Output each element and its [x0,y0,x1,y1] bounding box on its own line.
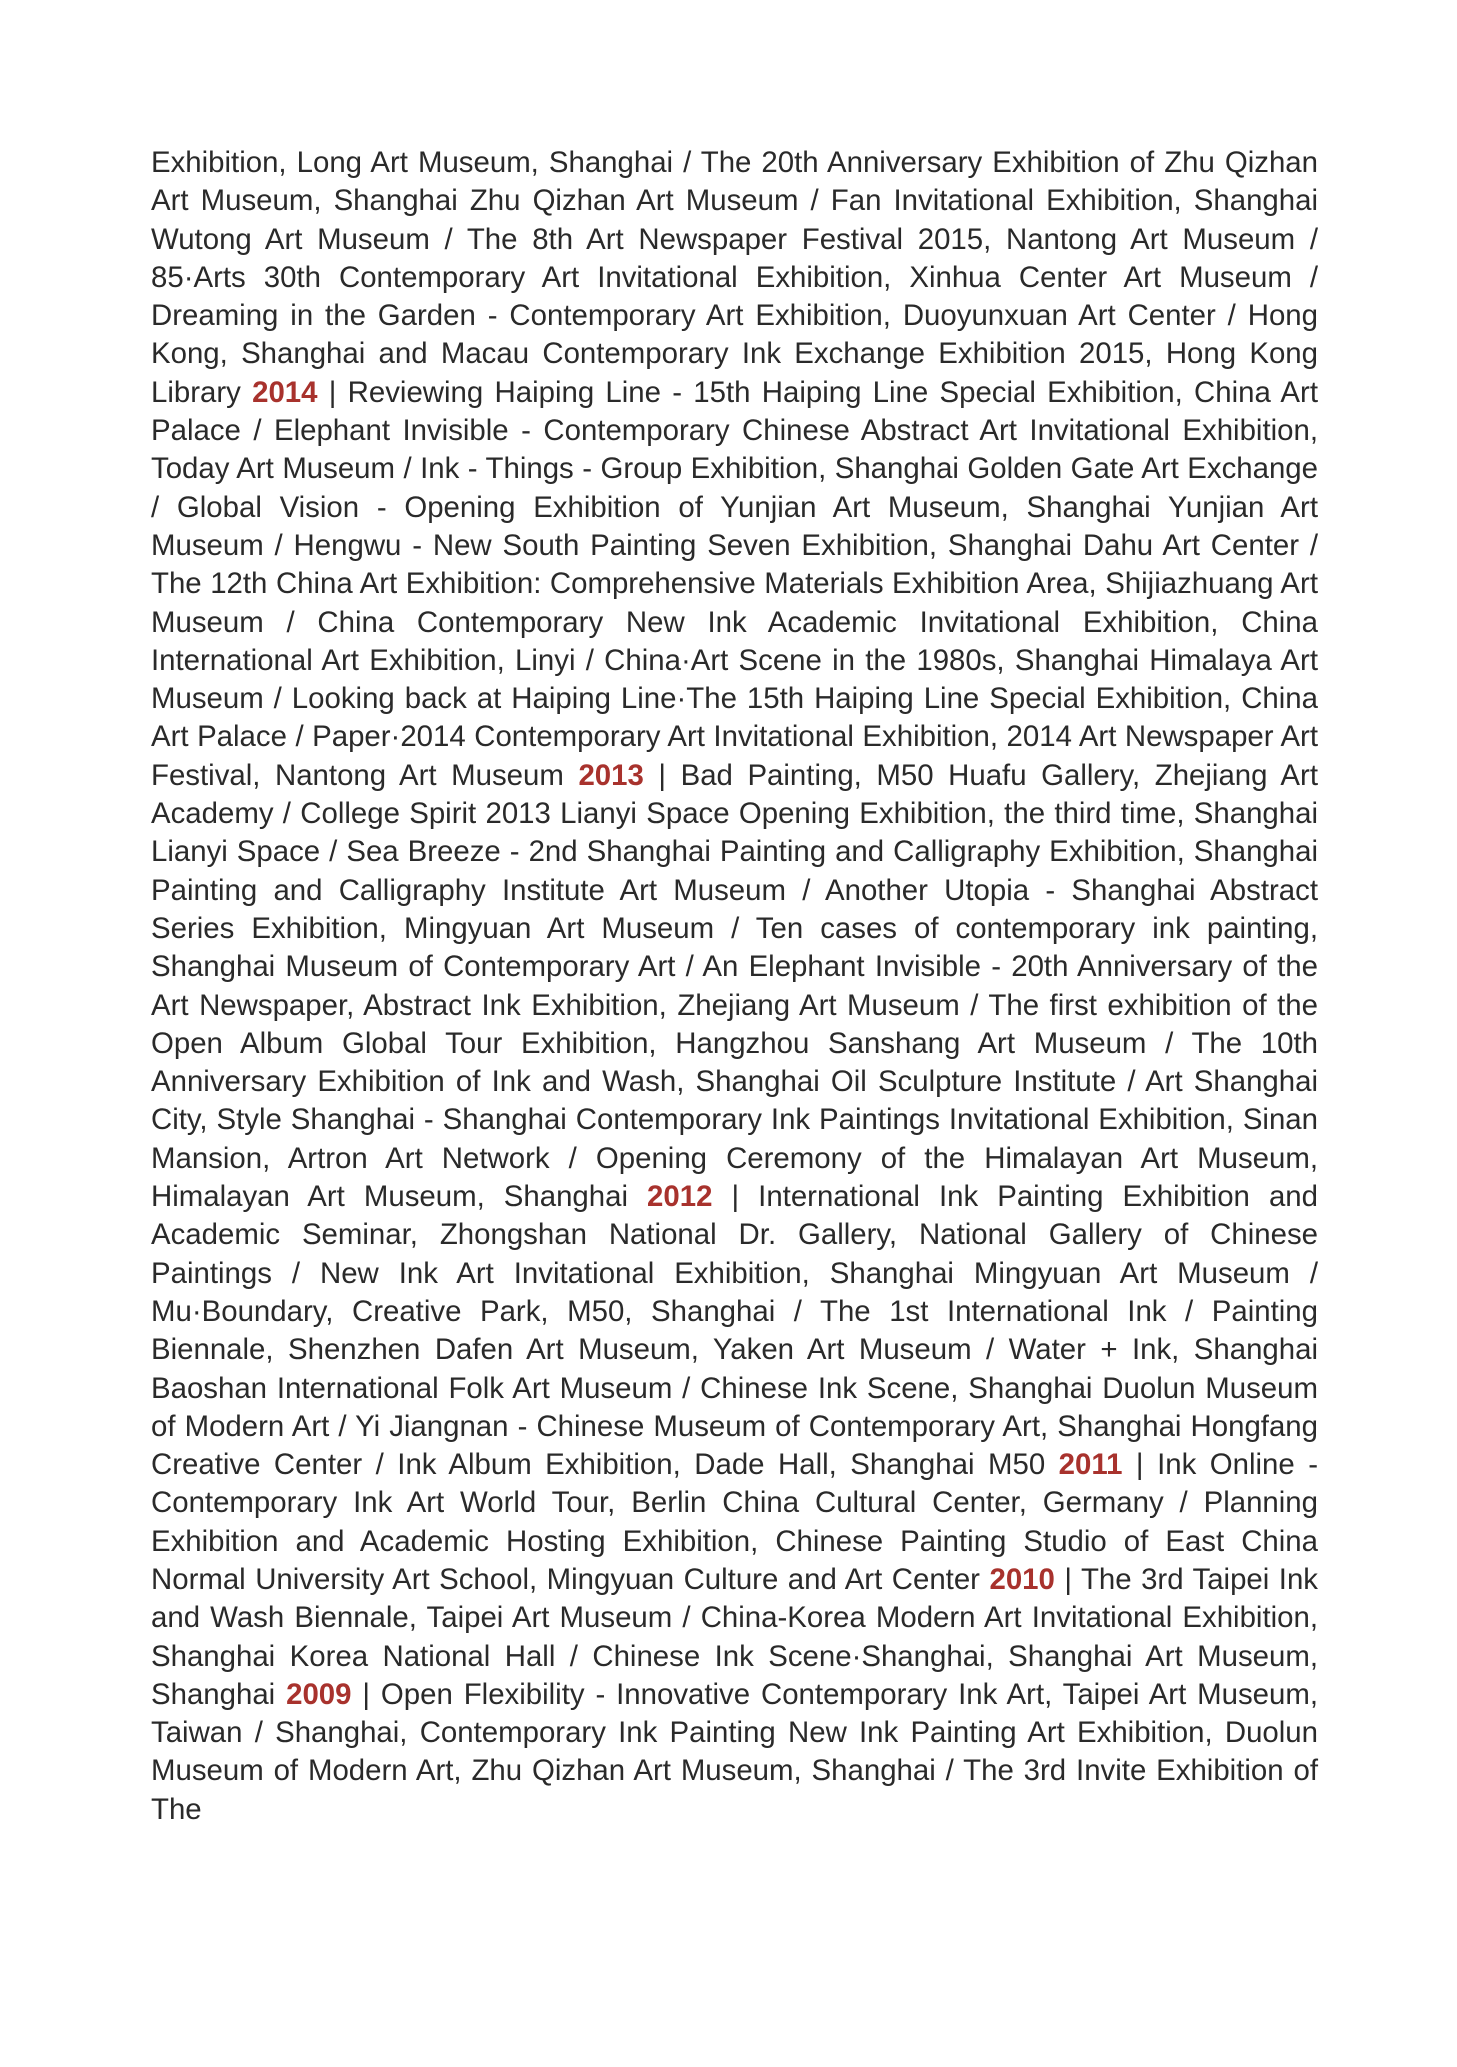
year-2013-label: 2013 [578,758,644,792]
entry-text-2010: The 3rd Taipei Ink and Wash Biennale, Taipei Art Museum / China-Korea Modern Art Invitational Exhibition, Shanghai Korea National Hall / Chinese Ink Scene·Shanghai, Shanghai Art Museum, Shanghai [151,1562,1319,1711]
entry-text-2011: Ink Online - Contemporary Ink Art World Tour, Berlin China Cultural Center, Germany / Planning Exhibition and Academic Hosting Exhibition, Chinese Painting Studio of East China Normal University Art School, Mingyuan Culture and Art Center [151,1448,1318,1596]
entry-text-2012: International Ink Painting Exhibition and Academic Seminar, Zhongshan National Dr. Gallery, National Gallery of Chinese Paintings / New Ink Art Invitational Exhibition, Shanghai Mingyuan Art Museum / Mu·Boundary, Creative Park, M50, Shanghai / The 1st International Ink / Painting Biennale, Shenzhen Dafen Art Museum, Yaken Art Museum / Water + Ink, Shanghai Baoshan International Folk Art Museum / Chinese Ink Scene, Shanghai Duolun Museum of Modern Art / Yi Jiangnan - Chinese Museum of Contemporary Art, Shanghai Hongfang Creative Center / Ink Album Exhibition, Dade Hall, Shanghai M50 [151,1180,1318,1482]
year-2009-label: 2009 [286,1677,352,1711]
separator: | [643,758,681,792]
document-page [151,144,1318,1829]
separator: | [1122,1448,1158,1482]
year-2014-label: 2014 [252,375,318,409]
year-2011-label: 2011 [1058,1448,1123,1482]
entry-text-2014: Reviewing Haiping Line - 15th Haiping Line Special Exhibition, China Art Palace / Elephant Invisible - Contemporary Chinese Abstract Art Invitational Exhibition, Today Art Museum / Ink - Things - Group Exhibition, Shanghai Golden Gate Art Exchange / Global Vision - Opening Exhibition of Yunjian Art Museum, Shanghai Yunjian Art Museum / Hengwu - New South Painting Seven Exhibition, Shanghai Dahu Art Center / The 12th China Art Exhibition: Comprehensive Materials Exhibition Area, Shijiazhuang Art Museum / China Contemporary New Ink Academic Invitational Exhibition, China International Art Exhibition, Linyi / China·Art Scene in the 1980s, Shanghai Himalaya Art Museum / Looking back at Haiping Line·The 15th Haiping Line Special Exhibition, China Art Palace / Paper·2014 Contemporary Art Invitational Exhibition, 2014 Art Newspaper Art Festival, Nantong Art Museum [151,375,1318,792]
year-2012-label: 2012 [647,1180,713,1214]
separator: | [712,1180,759,1214]
separator: | [351,1677,381,1711]
exhibition-history-text [151,144,1318,1829]
entry-text-intro: Exhibition, Long Art Museum, Shanghai / The 20th Anniversary Exhibition of Zhu Qizhan Art Museum, Shanghai Zhu Qizhan Art Museum / Fan Invitational Exhibition, Shanghai Wutong Art Museum / The 8th Art Newspaper Festival 2015, Nantong Art Museum / 85·Arts 30th Contemporary Art Invitational Exhibition, Xinhua Center Art Museum / Dreaming in the Garden - Contemporary Art Exhibition, Duoyunxuan Art Center / Hong Kong, Shanghai and Macau Contemporary Ink Exchange Exhibition 2015, Hong Kong Library [151,146,1318,409]
year-2010-label: 2010 [989,1562,1055,1596]
entry-text-2009: Open Flexibility - Innovative Contemporary Ink Art, Taipei Art Museum, Taiwan / Shanghai, Contemporary Ink Painting New Ink Painting Art Exhibition, Duolun Museum of Modern Art, Zhu Qizhan Art Museum, Shanghai / The 3rd Invite Exhibition of The [151,1677,1318,1826]
separator: | [1054,1562,1081,1596]
separator: | [317,375,348,409]
entry-text-2013: Bad Painting, M50 Huafu Gallery, Zhejiang Art Academy / College Spirit 2013 Lianyi Space Opening Exhibition, the third time, Shanghai Lianyi Space / Sea Breeze - 2nd Shanghai Painting and Calligraphy Exhibition, Shanghai Painting and Calligraphy Institute Art Museum / Another Utopia - Shanghai Abstract Series Exhibition, Mingyuan Art Museum / Ten cases of contemporary ink painting, Shanghai Museum of Contemporary Art / An Elephant Invisible - 20th Anniversary of the Art Newspaper, Abstract Ink Exhibition, Zhejiang Art Museum / The first exhibition of the Open Album Global Tour Exhibition, Hangzhou Sanshang Art Museum / The 10th Anniversary Exhibition of Ink and Wash, Shanghai Oil Sculpture Institute / Art Shanghai City, Style Shanghai - Shanghai Contemporary Ink Paintings Invitational Exhibition, Sinan Mansion, Artron Art Network / Opening Ceremony of the Himalayan Art Museum, Himalayan Art Museum, Shanghai [151,758,1318,1214]
